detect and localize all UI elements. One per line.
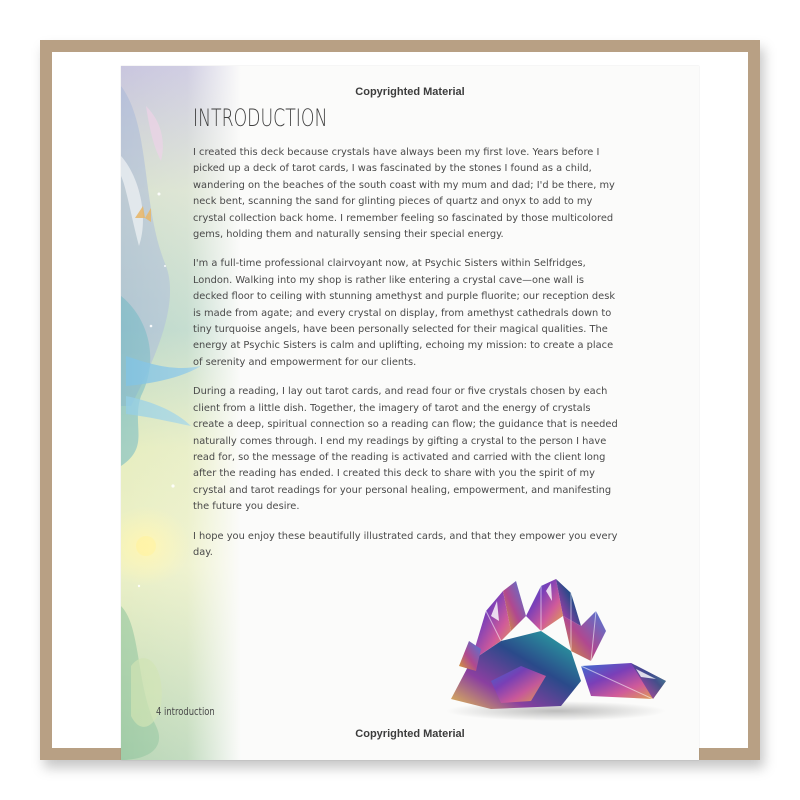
page-title: INTRODUCTION	[193, 104, 328, 132]
copyright-notice-top: Copyrighted Material	[355, 86, 465, 98]
paragraph-2: I'm a full-time professional clairvoyant now, at Psychic Sisters within Selfridges, London. Walking into my shop is rather like entering a crystal cave—one wall is decked floor to ceiling with stunning amethyst and purple fluorite; our reception desk is made from agate; and every crystal on display, from amethyst cathedrals down to tiny turquoise angels, have been personally selected for their magical qualities. The energy at Psychic Sisters is calm and uplifting, echoing my mission: to create a place of serenity and empowerment for our clients.	[193, 258, 616, 368]
page-folio: 4 introduction	[156, 706, 215, 718]
body-text	[193, 145, 633, 574]
book-page	[121, 66, 699, 760]
titanium-aura-quartz-cluster	[431, 571, 671, 721]
paragraph-4: I hope you enjoy these beautifully illustrated cards, and that they empower you every day.	[193, 530, 618, 558]
paragraph-3: During a reading, I lay out tarot cards, and read four or five crystals chosen by each client from a little dish. Together, the imagery of tarot and the energy of crystals create a deep, spiritual connection so a reading can flow; the guidance that is needed naturally comes through. I end my readings by gifting a crystal to the person I have read for, so the message of the reading is activated and carried with the client long after the reading has ended. I created this deck to share with you the spirit of my crystal and tarot readings for your personal healing, empowerment, and manifesting the future you desire.	[193, 386, 618, 513]
paragraph-1: I created this deck because crystals have always been my first love. Years before I picked up a deck of tarot cards, I was fascinated by the stones I found as a child, wandering on the beaches of the south coast with my mum and dad; I'd be there, my neck bent, scanning the sand for glinting pieces of quartz and onyx to add to my crystal collection back home. I remember feeling so fascinated by those multicolored gems, holding them and naturally sensing their special energy.	[193, 147, 615, 241]
frame-mat	[52, 52, 748, 748]
picture-frame	[40, 40, 760, 760]
copyright-notice-bottom: Copyrighted Material	[355, 728, 465, 740]
